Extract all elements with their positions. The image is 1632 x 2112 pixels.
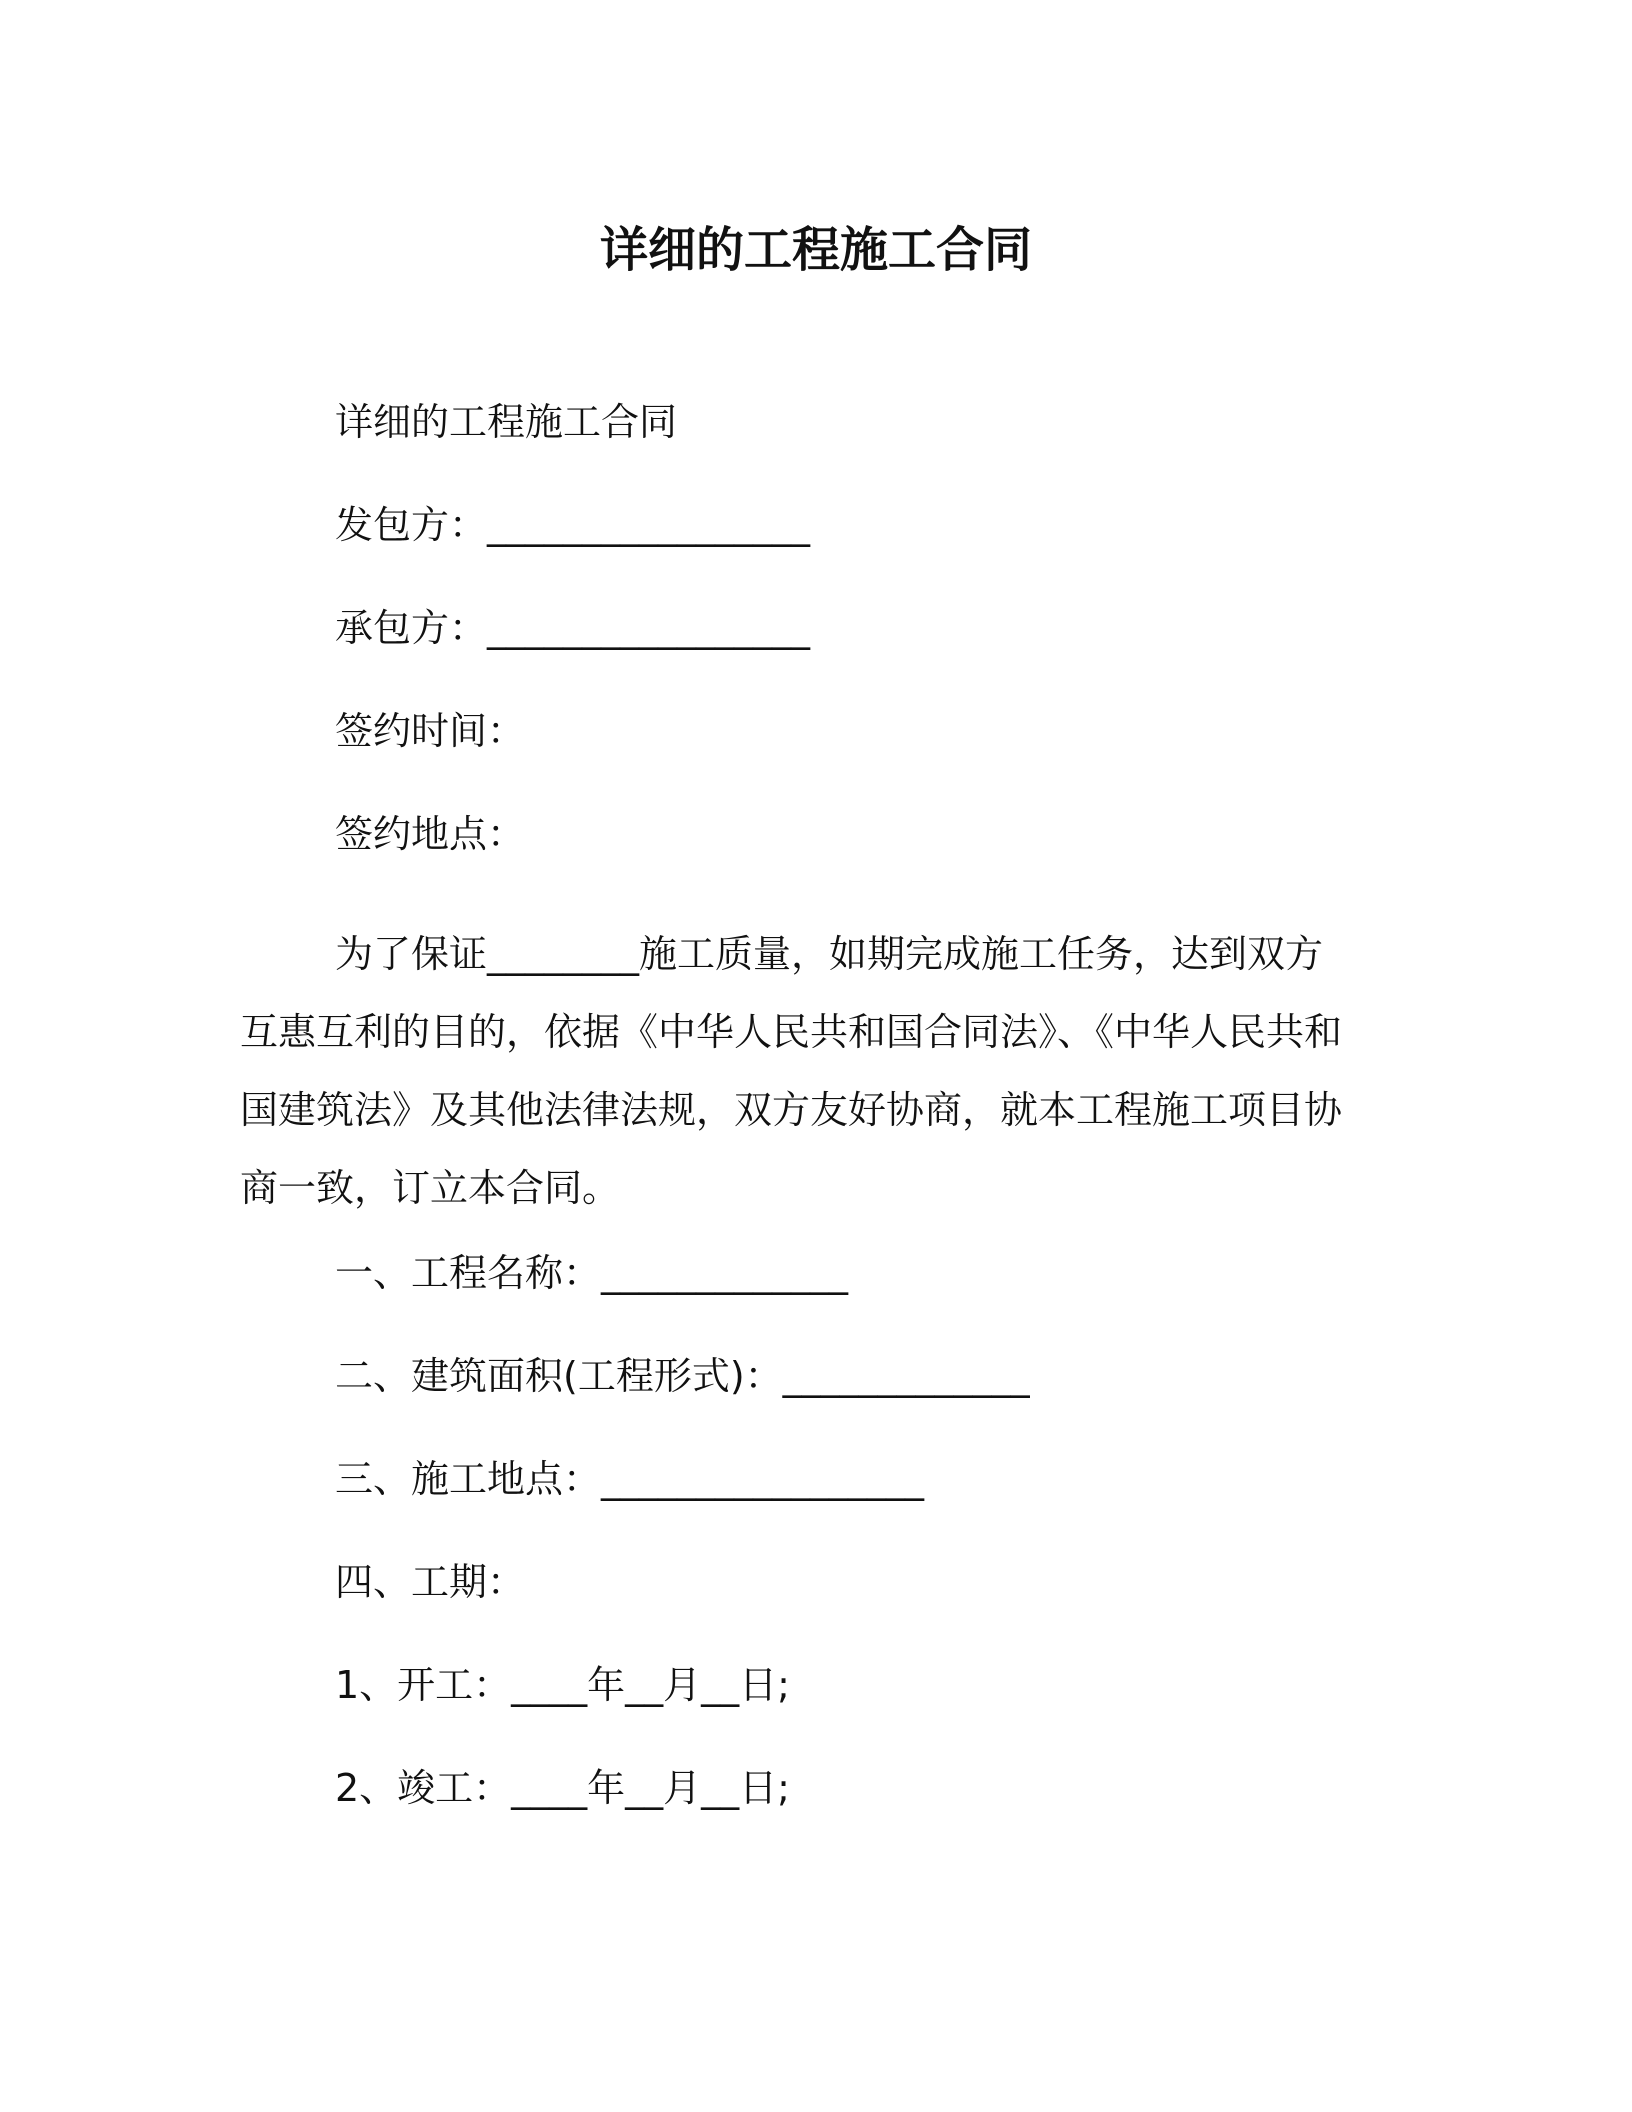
sign-place-line: 签约地点：	[335, 812, 526, 856]
party-a-line: 发包方：_________________	[335, 503, 811, 547]
clause-completion-date: 2、竣工：____年__月__日;	[335, 1766, 790, 1810]
clause-building-area: 二、建筑面积(工程形式)：_____________	[335, 1354, 1030, 1398]
document-title: 详细的工程施工合同	[599, 222, 1032, 278]
contract-subtitle: 详细的工程施工合同	[335, 400, 678, 444]
clause-start-date: 1、开工：____年__月__日;	[335, 1663, 790, 1707]
clause-construction-site: 三、施工地点：_________________	[335, 1457, 925, 1501]
clause-project-name: 一、工程名称：_____________	[335, 1251, 849, 1295]
party-b-line: 承包方：_________________	[335, 606, 811, 650]
sign-time-line: 签约时间：	[335, 709, 526, 753]
preamble-paragraph: 为了保证________施工质量，如期完成施工任务，达到双方互惠互利的目的，依据《中华人民共和国合同法》、《中华人民共和国建筑法》及其他法律法规，双方友好协商，就本工程施工项目协商一致，订立本合同。	[240, 932, 1343, 1210]
clause-duration: 四、工期：	[335, 1560, 526, 1604]
